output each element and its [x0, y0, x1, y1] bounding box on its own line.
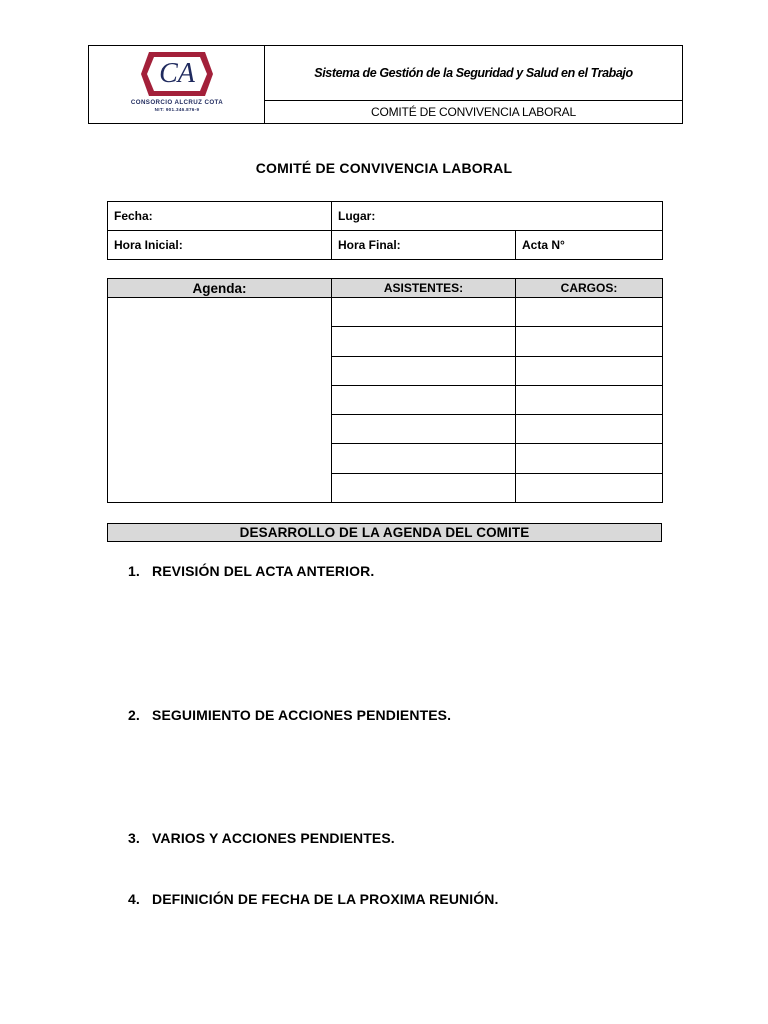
fecha-cell[interactable]: Fecha:: [108, 202, 332, 231]
item-text: DEFINICIÓN DE FECHA DE LA PROXIMA REUNIÓN.: [152, 891, 499, 907]
cargo-cell[interactable]: [516, 444, 663, 473]
hora-inicial-cell[interactable]: Hora Inicial:: [108, 231, 332, 260]
document-title: COMITÉ DE CONVIVENCIA LABORAL: [255, 160, 513, 176]
svg-text:CA: CA: [159, 58, 195, 89]
item-number: 1.: [128, 563, 140, 579]
logo-cell: [89, 46, 265, 123]
cargo-cell[interactable]: [516, 356, 663, 385]
asistente-cell[interactable]: [332, 444, 516, 473]
company-logo: [139, 49, 215, 99]
item-number: 2.: [128, 707, 140, 723]
header-subtitle: COMITÉ DE CONVIVENCIA LABORAL: [371, 105, 576, 119]
cargos-header: CARGOS:: [516, 279, 663, 298]
item-text: REVISIÓN DEL ACTA ANTERIOR.: [152, 563, 375, 579]
item-number: 3.: [128, 830, 140, 846]
meeting-info-table: [107, 201, 663, 260]
hora-final-cell[interactable]: Hora Final:: [332, 231, 516, 260]
cargo-cell[interactable]: [516, 473, 663, 502]
table-row: [108, 298, 663, 327]
lugar-cell[interactable]: Lugar:: [332, 202, 663, 231]
asistente-cell[interactable]: [332, 298, 516, 327]
document-header: [88, 45, 683, 124]
agenda-header: Agenda:: [108, 279, 332, 298]
cargo-cell[interactable]: [516, 385, 663, 414]
cargo-cell[interactable]: [516, 415, 663, 444]
asistente-cell[interactable]: [332, 327, 516, 356]
acta-cell[interactable]: Acta N°: [516, 231, 663, 260]
table-row: [108, 202, 663, 231]
asistentes-header: ASISTENTES:: [332, 279, 516, 298]
cargo-cell[interactable]: [516, 298, 663, 327]
cargo-cell[interactable]: [516, 327, 663, 356]
item-text: VARIOS Y ACCIONES PENDIENTES.: [152, 830, 395, 846]
asistente-cell[interactable]: [332, 473, 516, 502]
logo-company-name: CONSORCIO ALCRUZ COTA: [130, 99, 224, 106]
header-right: [265, 46, 682, 123]
system-title: Sistema de Gestión de la Seguridad y Salud en el Trabajo: [265, 46, 682, 101]
item-number: 4.: [128, 891, 140, 907]
agenda-item-2: [128, 707, 451, 723]
agenda-body-cell[interactable]: [108, 298, 332, 503]
section-title-bar: DESARROLLO DE LA AGENDA DEL COMITE: [107, 523, 662, 542]
table-header-row: [108, 279, 663, 298]
asistente-cell[interactable]: [332, 415, 516, 444]
asistente-cell[interactable]: [332, 356, 516, 385]
logo-nit: NIT: 901.346.876-9: [154, 107, 200, 112]
asistente-cell[interactable]: [332, 385, 516, 414]
agenda-attendees-table: [107, 278, 663, 503]
agenda-item-3: [128, 830, 395, 846]
table-row: [108, 231, 663, 260]
agenda-item-1: [128, 563, 374, 579]
agenda-item-4: [128, 891, 498, 907]
item-text: SEGUIMIENTO DE ACCIONES PENDIENTES.: [152, 707, 452, 723]
